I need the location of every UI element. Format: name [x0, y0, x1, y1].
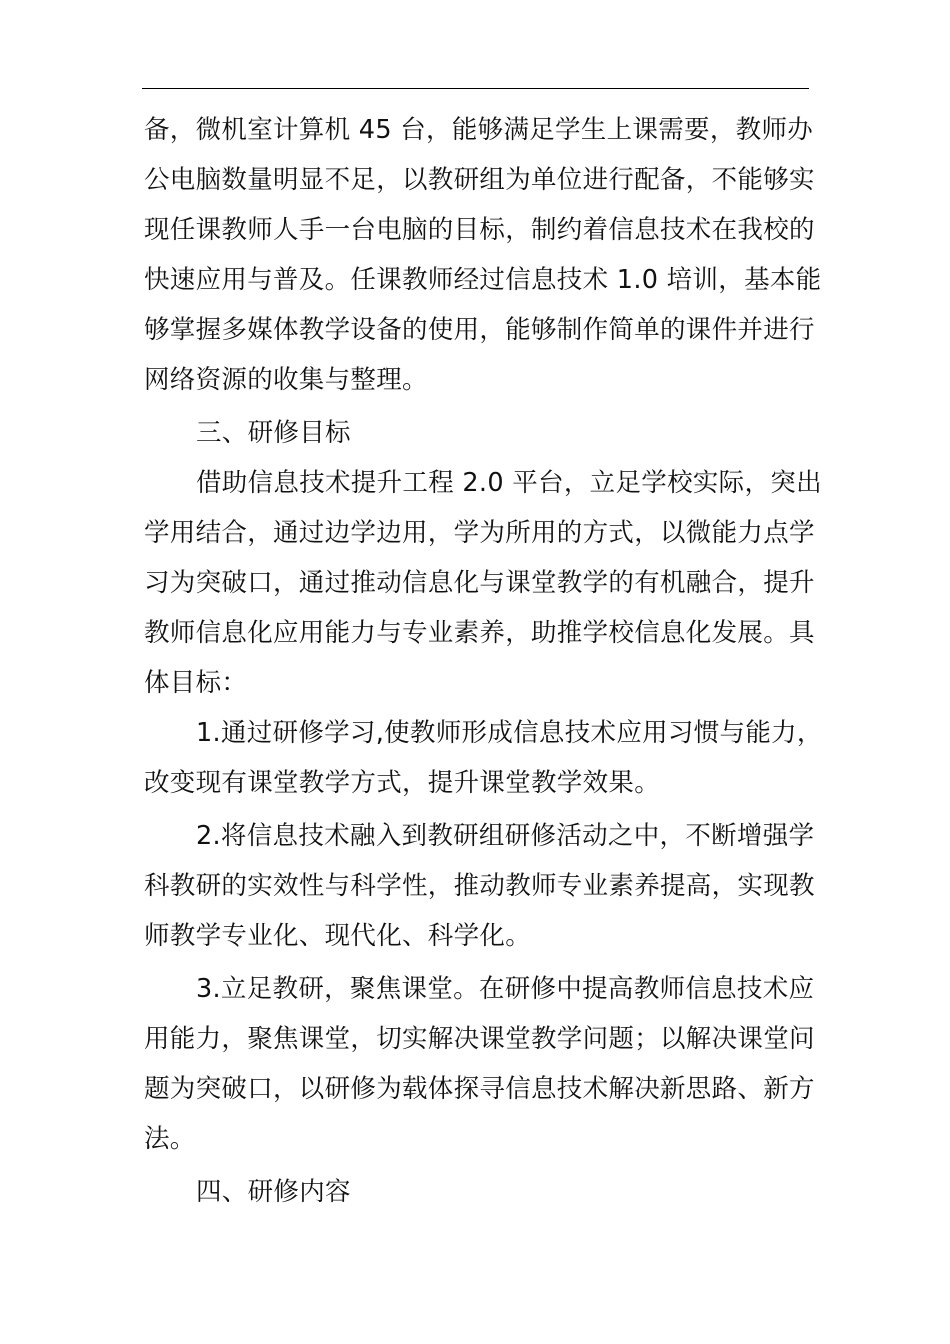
- heading-text: 三、研修目标: [196, 418, 351, 448]
- text-line: 1.通过研修学习,使教师形成信息技术应用习惯与能力，: [196, 718, 823, 748]
- paragraph-goal-2: [144, 811, 815, 961]
- text-line: 快速应用与普及。任课教师经过信息技术 1.0 培训，基本能: [144, 265, 822, 295]
- paragraph-goals-intro: [144, 458, 822, 708]
- text-line: 科教研的实效性与科学性，推动教师专业素养提高，实现教: [144, 871, 815, 901]
- section-heading-goals: [144, 408, 812, 458]
- text-line: 教师信息化应用能力与专业素养，助推学校信息化发展。具: [144, 618, 815, 648]
- text-line: 学用结合，通过边学边用，学为所用的方式，以微能力点学: [144, 518, 815, 548]
- text-line: 借助信息技术提升工程 2.0 平台，立足学校实际，突出: [196, 468, 822, 498]
- text-line: 网络资源的收集与整理。: [144, 365, 428, 395]
- heading-text: 四、研修内容: [196, 1177, 351, 1207]
- section-heading-content: [144, 1167, 812, 1217]
- text-line: 备，微机室计算机 45 台，能够满足学生上课需要，教师办: [144, 115, 814, 145]
- header-rule: [142, 88, 809, 89]
- text-line: 2.将信息技术融入到教研组研修活动之中，不断增强学: [196, 821, 815, 851]
- paragraph-goal-1: [144, 708, 823, 808]
- text-line: 题为突破口，以研修为载体探寻信息技术解决新思路、新方: [144, 1074, 815, 1104]
- text-line: 够掌握多媒体教学设备的使用，能够制作简单的课件并进行: [144, 315, 815, 345]
- text-line: 3.立足教研，聚焦课堂。在研修中提高教师信息技术应: [196, 974, 815, 1004]
- text-line: 师教学专业化、现代化、科学化。: [144, 921, 532, 951]
- paragraph-goal-3: [144, 964, 815, 1164]
- text-line: 用能力，聚焦课堂，切实解决课堂教学问题；以解决课堂问: [144, 1024, 815, 1054]
- document-body: [144, 105, 823, 1217]
- text-line: 法。: [144, 1124, 196, 1154]
- text-line: 改变现有课堂教学方式，提升课堂教学效果。: [144, 768, 661, 798]
- text-line: 体目标：: [144, 668, 248, 698]
- paragraph-facilities: [144, 105, 822, 405]
- text-line: 习为突破口，通过推动信息化与课堂教学的有机融合，提升: [144, 568, 815, 598]
- text-line: 现任课教师人手一台电脑的目标，制约着信息技术在我校的: [144, 215, 815, 245]
- text-line: 公电脑数量明显不足，以教研组为单位进行配备，不能够实: [144, 165, 815, 195]
